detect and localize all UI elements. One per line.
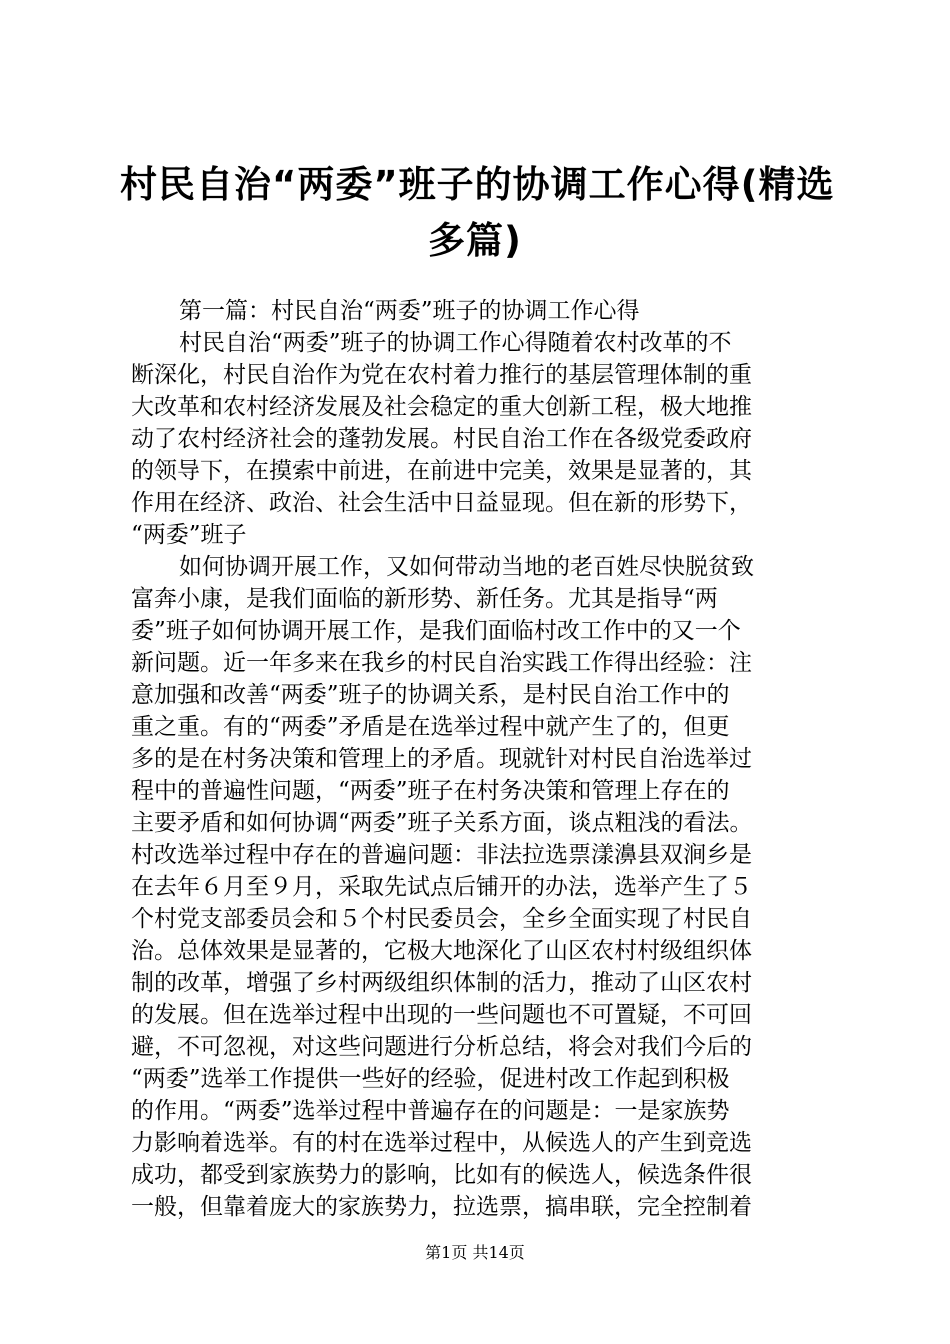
document-body <box>131 295 831 1223</box>
body-line: 多的是在村务决策和管理上的矛盾。现就针对村民自治选举过 <box>131 746 752 772</box>
body-line: 村改选举过程中存在的普遍问题：非法拉选票漾濞县双涧乡是 <box>131 842 752 868</box>
body-line: 一般，但靠着庞大的家族势力，拉选票，搞串联，完全控制着 <box>131 1194 752 1220</box>
body-line: 断深化，村民自治作为党在农村着力推行的基层管理体制的重 <box>131 362 752 388</box>
body-line: 动了农村经济社会的蓬勃发展。村民自治工作在各级党委政府 <box>131 426 752 452</box>
body-line: 程中的普遍性问题，“两委”班子在村务决策和管理上存在的 <box>131 778 730 804</box>
page-footer: 第1页 共14页 <box>425 1243 525 1262</box>
body-line: 在去年６月至９月，采取先试点后铺开的办法，选举产生了５ <box>131 874 752 900</box>
body-line: 治。总体效果是显著的，它极大地深化了山区农村村级组织体 <box>131 938 752 964</box>
body-line: 第一篇：村民自治“两委”班子的协调工作心得 <box>179 298 640 324</box>
body-line: 个村党支部委员会和５个村民委员会，全乡全面实现了村民自 <box>131 906 752 932</box>
body-line: 作用在经济、政治、社会生活中日益显现。但在新的形势下， <box>131 490 752 516</box>
body-line: 制的改革，增强了乡村两级组织体制的活力，推动了山区农村 <box>131 970 752 996</box>
title-line-2: 多篇) <box>428 219 522 262</box>
body-line: 避，不可忽视，对这些问题进行分析总结，将会对我们今后的 <box>131 1034 752 1060</box>
body-line: 的发展。但在选举过程中出现的一些问题也不可置疑，不可回 <box>131 1002 752 1028</box>
body-line: 意加强和改善“两委”班子的协调关系，是村民自治工作中的 <box>131 682 730 708</box>
body-line: 如何协调开展工作，又如何带动当地的老百姓尽快脱贫致 <box>179 554 754 580</box>
body-line: “两委”班子 <box>131 522 247 548</box>
body-line: 大改革和农村经济发展及社会稳定的重大创新工程，极大地推 <box>131 394 752 420</box>
body-line: 主要矛盾和如何协调“两委”班子关系方面，谈点粗浅的看法。 <box>131 810 753 836</box>
body-line: 的作用。“两委”选举过程中普遍存在的问题是：一是家族势 <box>131 1098 730 1124</box>
title-line-1: 村民自治“两委”班子的协调工作心得(精选 <box>120 163 835 206</box>
body-line: 成功，都受到家族势力的影响，比如有的候选人，候选条件很 <box>131 1162 752 1188</box>
body-line: 村民自治“两委”班子的协调工作心得随着农村改革的不 <box>179 330 732 356</box>
body-line: 富奔小康，是我们面临的新形势、新任务。尤其是指导“两 <box>131 586 718 612</box>
body-line: “两委”选举工作提供一些好的经验，促进村改工作起到积极 <box>131 1066 730 1092</box>
body-line: 的领导下，在摸索中前进，在前进中完美，效果是显著的，其 <box>131 458 752 484</box>
body-line: 委”班子如何协调开展工作，是我们面临村改工作中的又一个 <box>131 618 741 644</box>
body-line: 新问题。近一年多来在我乡的村民自治实践工作得出经验：注 <box>131 650 752 676</box>
document-title <box>120 157 835 269</box>
body-line: 力影响着选举。有的村在选举过程中，从候选人的产生到竞选 <box>131 1130 752 1156</box>
body-line: 重之重。有的“两委”矛盾是在选举过程中就产生了的，但更 <box>131 714 730 740</box>
